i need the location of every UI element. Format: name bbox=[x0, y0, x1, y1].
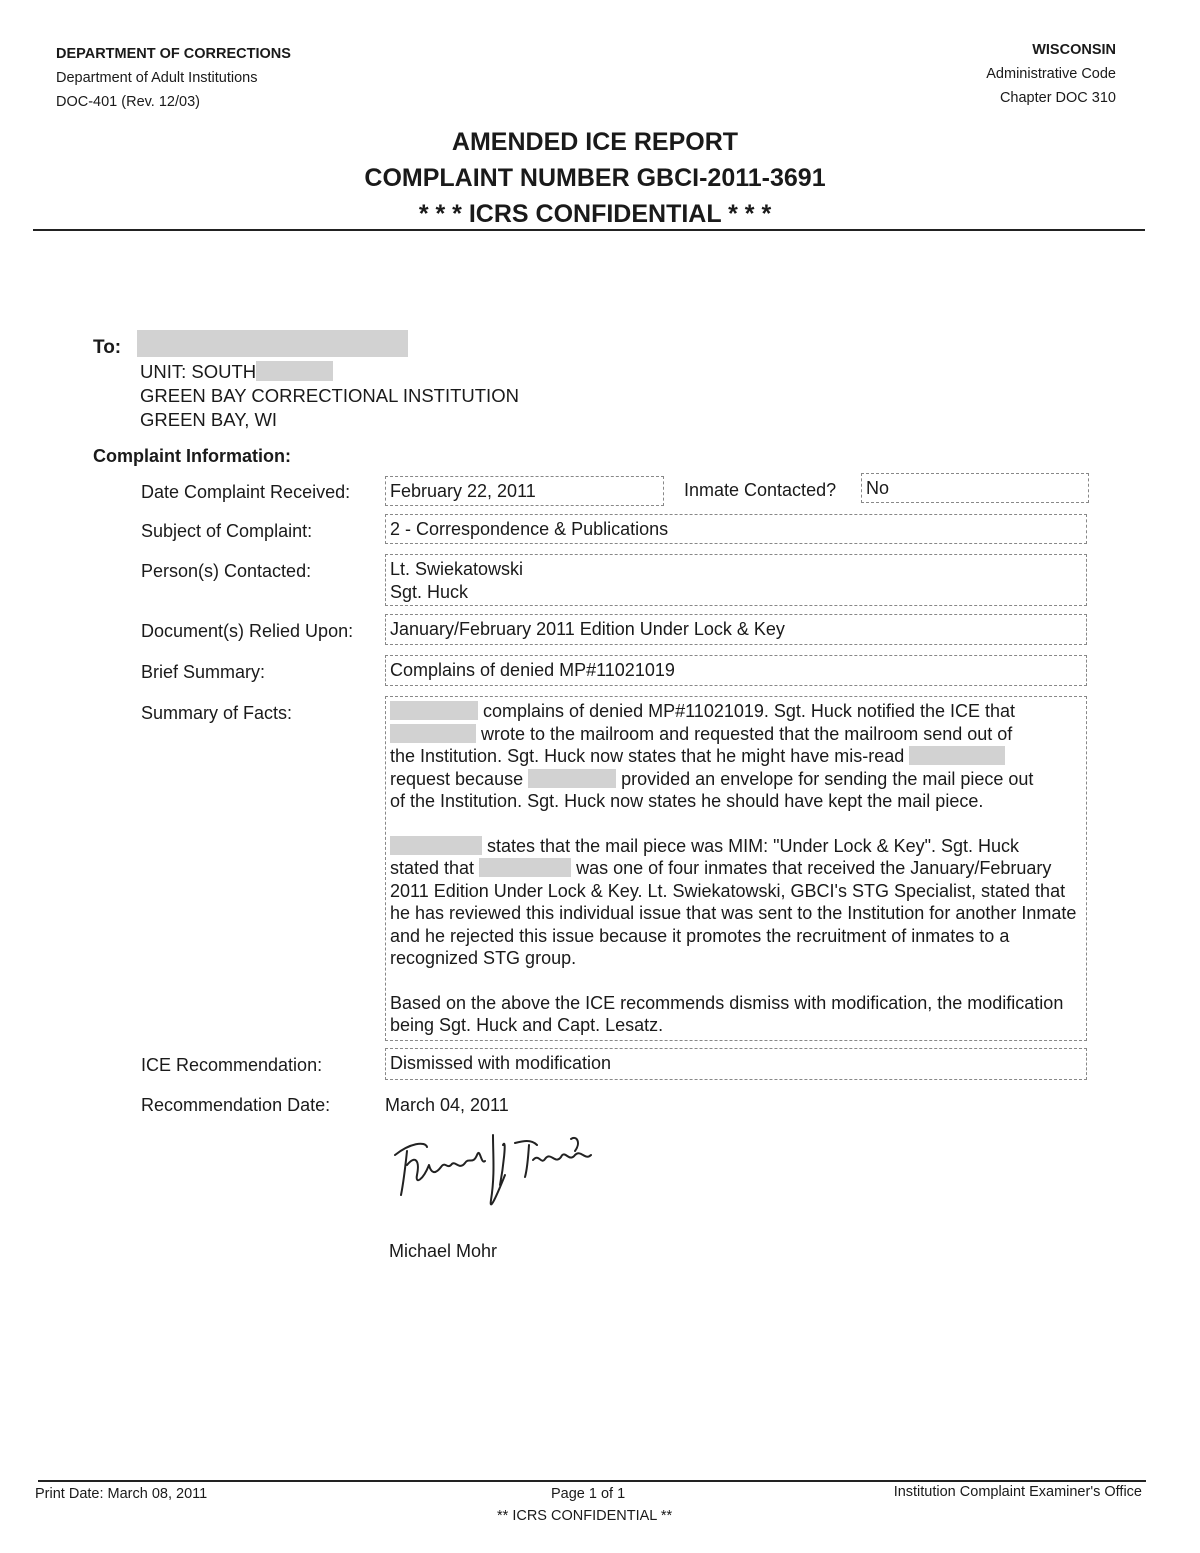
admin-code: Administrative Code bbox=[986, 66, 1116, 82]
division-name: Department of Adult Institutions bbox=[56, 70, 258, 86]
redacted-inmate bbox=[390, 724, 476, 743]
to-label: To: bbox=[93, 337, 122, 358]
footer-divider bbox=[38, 1480, 1146, 1482]
redacted-inmate bbox=[909, 746, 1005, 765]
recommendation-label: ICE Recommendation: bbox=[141, 1055, 323, 1075]
summary-field: Complains of denied MP#11021019 bbox=[385, 655, 1087, 686]
date-received-label: Date Complaint Received: bbox=[141, 482, 351, 502]
header-left bbox=[56, 42, 291, 114]
form-number: DOC-401 (Rev. 12/03) bbox=[56, 94, 200, 110]
title-line-2: COMPLAINT NUMBER GBCI-2011-3691 bbox=[364, 164, 826, 192]
redacted-recipient bbox=[137, 330, 408, 357]
date-received-field: February 22, 2011 bbox=[385, 476, 664, 506]
rec-date-value: March 04, 2011 bbox=[385, 1095, 509, 1115]
summary-label: Brief Summary: bbox=[141, 662, 266, 682]
footer-confidential: ** ICRS CONFIDENTIAL ** bbox=[497, 1508, 673, 1524]
facts-label: Summary of Facts: bbox=[141, 703, 293, 723]
rec-date-label: Recommendation Date: bbox=[141, 1095, 331, 1115]
documents-label: Document(s) Relied Upon: bbox=[141, 621, 354, 641]
person-2: Sgt. Huck bbox=[390, 581, 469, 602]
department-name: DEPARTMENT OF CORRECTIONS bbox=[56, 46, 291, 62]
redacted-inmate bbox=[390, 836, 482, 855]
persons-field bbox=[385, 554, 1087, 606]
page-number: Page 1 of 1 bbox=[551, 1486, 626, 1502]
report-title bbox=[0, 124, 1190, 232]
chapter: Chapter DOC 310 bbox=[999, 90, 1116, 106]
subject-label: Subject of Complaint: bbox=[141, 521, 313, 541]
facts-paragraph-3: Based on the above the ICE recommends dismiss with modification, the modification being Sgt. Huck and Capt. Lesatz. bbox=[390, 992, 1064, 1035]
title-line-1: AMENDED ICE REPORT bbox=[451, 128, 739, 156]
persons-label: Person(s) Contacted: bbox=[141, 561, 312, 581]
redacted-inmate bbox=[479, 858, 571, 877]
office-name: Institution Complaint Examiner's Office bbox=[893, 1484, 1142, 1500]
person-1: Lt. Swiekatowski bbox=[390, 559, 524, 579]
documents-field: January/February 2011 Edition Under Lock & Key bbox=[385, 614, 1087, 645]
redacted-unit bbox=[256, 361, 333, 381]
complaint-info-heading: Complaint Information: bbox=[93, 446, 291, 466]
inmate-contacted-field: No bbox=[861, 473, 1089, 503]
signature bbox=[385, 1125, 635, 1225]
redacted-inmate bbox=[528, 769, 616, 788]
city-line: GREEN BAY, WI bbox=[140, 409, 278, 430]
recipient-address bbox=[140, 360, 519, 432]
state-name: WISCONSIN bbox=[1032, 42, 1116, 58]
subject-field: 2 - Correspondence & Publications bbox=[385, 514, 1087, 544]
recommendation-field: Dismissed with modification bbox=[385, 1048, 1087, 1080]
header-right bbox=[986, 38, 1116, 110]
facts-paragraph-1: complains of denied MP#11021019. Sgt. Huck notified the ICE that wrote to the mailroom and requested that the mailroom send out of the Institution. Sgt. Huck now states that he might have mis-read request because provided an envelope for sending the mail piece out of the Institution. Sgt. Huck now states he should have kept the mail piece. bbox=[390, 701, 1034, 811]
redacted-inmate bbox=[390, 701, 478, 720]
header-divider bbox=[33, 229, 1145, 231]
facts-paragraph-2: states that the mail piece was MIM: "Under Lock & Key". Sgt. Huck stated that was one of four inmates that received the January/February 2011 Edition Under Lock & Key. Lt. Swiekatowski, GBCI's STG Specialist, stated that he has reviewed this individual issue that was sent to the Institution for another Inmate and he rejected this issue because it promotes the recruitment of inmates to a recognized STG group. bbox=[390, 835, 1077, 968]
signer-name: Michael Mohr bbox=[389, 1241, 498, 1261]
unit-line: UNIT: SOUTH bbox=[140, 360, 519, 384]
facts-field bbox=[385, 696, 1087, 1041]
title-line-3: * * * ICRS CONFIDENTIAL * * * bbox=[418, 200, 772, 228]
inmate-contacted-label: Inmate Contacted? bbox=[684, 480, 837, 500]
institution-line: GREEN BAY CORRECTIONAL INSTITUTION bbox=[140, 385, 519, 406]
print-date: Print Date: March 08, 2011 bbox=[35, 1486, 208, 1502]
